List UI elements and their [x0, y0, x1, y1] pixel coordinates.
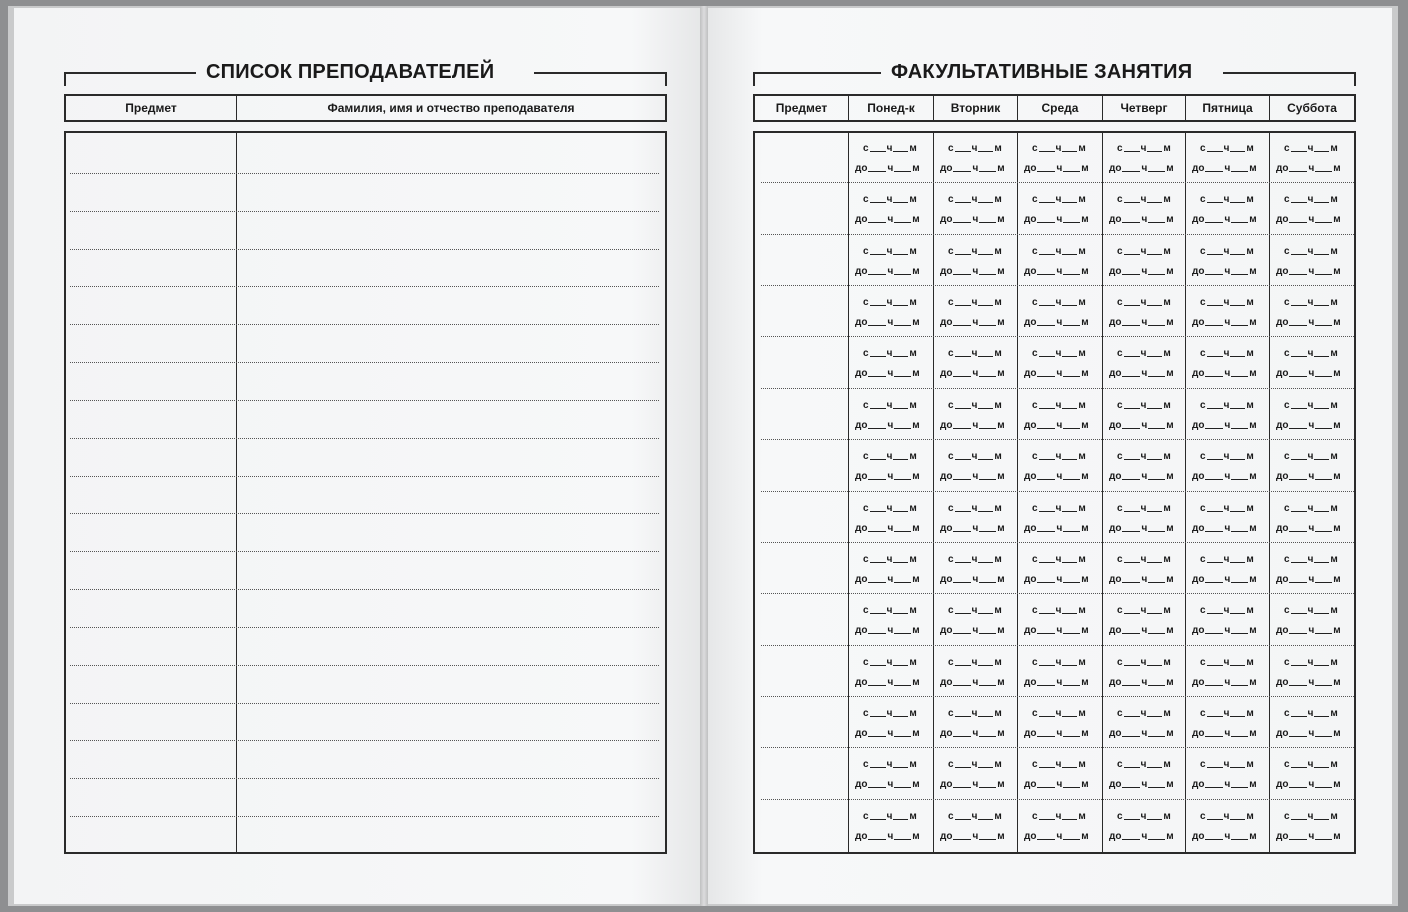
time-slot-field: до ч м [940, 625, 1005, 636]
time-slot-field: до ч м [855, 163, 920, 174]
time-slot-field: до ч м [855, 266, 920, 277]
time-slot-field: до ч м [855, 574, 920, 585]
column-header-wednesday: Среда [1018, 96, 1103, 120]
time-slot-field: до ч м [1109, 163, 1174, 174]
time-slot-field: до ч м [855, 471, 920, 482]
time-slot-field: с ч м [1200, 759, 1254, 770]
time-slot-field: до ч м [1109, 625, 1174, 636]
time-slot-field: до ч м [1024, 266, 1089, 277]
schedule-column-divider [848, 133, 849, 852]
time-slot-field: с ч м [948, 759, 1002, 770]
teacher-list-row-line [70, 400, 659, 401]
teacher-list-row-line [70, 362, 659, 363]
time-slot-field: с ч м [1117, 811, 1171, 822]
schedule-row-line [761, 645, 1354, 646]
time-slot-field: до ч м [1276, 728, 1341, 739]
time-slot-field: с ч м [1200, 246, 1254, 257]
time-slot-field: до ч м [1192, 523, 1257, 534]
time-slot-field: с ч м [1284, 246, 1338, 257]
time-slot-field: до ч м [855, 831, 920, 842]
schedule-row-line [761, 388, 1354, 389]
teacher-list-row-line [70, 551, 659, 552]
time-slot-field: до ч м [1024, 831, 1089, 842]
time-slot-field: до ч м [1192, 677, 1257, 688]
right-page-title: ФАКУЛЬТАТИВНЫЕ ЗАНЯТИЯ [891, 61, 1193, 83]
time-slot-field: до ч м [1109, 266, 1174, 277]
time-slot-field: до ч м [1276, 420, 1341, 431]
time-slot-field: с ч м [1032, 400, 1086, 411]
time-slot-field: до ч м [1192, 779, 1257, 790]
teacher-list-row-line [70, 589, 659, 590]
time-slot-field: до ч м [1276, 214, 1341, 225]
time-slot-field: до ч м [1276, 266, 1341, 277]
column-header-teacher-name: Фамилия, имя и отчество преподавателя [327, 101, 575, 115]
time-slot-field: до ч м [940, 163, 1005, 174]
time-slot-field: до ч м [1109, 214, 1174, 225]
time-slot-field: до ч м [940, 317, 1005, 328]
time-slot-field: с ч м [1032, 708, 1086, 719]
teacher-list-row-line [70, 740, 659, 741]
time-slot-field: до ч м [1109, 471, 1174, 482]
schedule-column-divider [1185, 133, 1186, 852]
time-slot-field: до ч м [1276, 368, 1341, 379]
time-slot-field: до ч м [1192, 214, 1257, 225]
time-slot-field: до ч м [855, 677, 920, 688]
time-slot-field: с ч м [1117, 554, 1171, 565]
time-slot-field: до ч м [1109, 523, 1174, 534]
time-slot-field: до ч м [940, 677, 1005, 688]
schedule-row-line [761, 182, 1354, 183]
time-slot-field: с ч м [863, 451, 917, 462]
schedule-row-line [761, 696, 1354, 697]
time-slot-field: с ч м [863, 759, 917, 770]
time-slot-field: до ч м [1024, 728, 1089, 739]
time-slot-field: до ч м [1192, 625, 1257, 636]
teacher-list-row-line [70, 438, 659, 439]
left-header-row [64, 94, 667, 122]
time-slot-field: до ч м [1192, 317, 1257, 328]
time-slot-field: с ч м [1032, 503, 1086, 514]
time-slot-field: с ч м [948, 605, 1002, 616]
time-slot-field: с ч м [863, 246, 917, 257]
time-slot-field: с ч м [1200, 348, 1254, 359]
time-slot-field: с ч м [1200, 143, 1254, 154]
teacher-list-table [64, 131, 667, 854]
time-slot-field: до ч м [1192, 163, 1257, 174]
time-slot-field: с ч м [1284, 657, 1338, 668]
time-slot-field: до ч м [1192, 471, 1257, 482]
time-slot-field: с ч м [948, 297, 1002, 308]
schedule-row-line [761, 491, 1354, 492]
time-slot-field: до ч м [1276, 677, 1341, 688]
time-slot-field: с ч м [948, 657, 1002, 668]
time-slot-field: с ч м [863, 297, 917, 308]
time-slot-field: до ч м [940, 214, 1005, 225]
time-slot-field: с ч м [1117, 348, 1171, 359]
time-slot-field: с ч м [1032, 759, 1086, 770]
teacher-list-row-line [70, 513, 659, 514]
time-slot-field: до ч м [855, 317, 920, 328]
time-slot-field: с ч м [1032, 348, 1086, 359]
time-slot-field: с ч м [948, 143, 1002, 154]
time-slot-field: с ч м [1284, 554, 1338, 565]
time-slot-field: до ч м [1024, 214, 1089, 225]
time-slot-field: с ч м [863, 811, 917, 822]
time-slot-field: до ч м [1276, 831, 1341, 842]
time-slot-field: с ч м [863, 348, 917, 359]
schedule-column-divider [1017, 133, 1018, 852]
time-slot-field: с ч м [1284, 194, 1338, 205]
column-header-subject: Предмет [755, 96, 849, 120]
time-slot-field: с ч м [863, 194, 917, 205]
time-slot-field: до ч м [940, 420, 1005, 431]
schedule-row-line [761, 542, 1354, 543]
schedule-row-line [761, 439, 1354, 440]
time-slot-field: с ч м [1200, 451, 1254, 462]
time-slot-field: с ч м [1200, 503, 1254, 514]
time-slot-field: до ч м [940, 728, 1005, 739]
time-slot-field: до ч м [940, 368, 1005, 379]
time-slot-field: с ч м [1032, 194, 1086, 205]
time-slot-field: до ч м [855, 420, 920, 431]
schedule-column-divider [1102, 133, 1103, 852]
time-slot-field: до ч м [1024, 574, 1089, 585]
time-slot-field: с ч м [1284, 451, 1338, 462]
time-slot-field: до ч м [1109, 574, 1174, 585]
column-header-friday: Пятница [1186, 96, 1270, 120]
teacher-list-row-line [70, 249, 659, 250]
time-slot-field: с ч м [863, 400, 917, 411]
time-slot-field: до ч м [940, 471, 1005, 482]
column-header-saturday: Суббота [1287, 101, 1337, 115]
time-slot-field: с ч м [1284, 348, 1338, 359]
time-slot-field: до ч м [940, 266, 1005, 277]
time-slot-field: до ч м [1276, 779, 1341, 790]
time-slot-field: с ч м [1200, 605, 1254, 616]
time-slot-field: до ч м [1109, 368, 1174, 379]
time-slot-field: с ч м [1200, 708, 1254, 719]
time-slot-field: с ч м [1200, 811, 1254, 822]
time-slot-field: с ч м [948, 708, 1002, 719]
time-slot-field: с ч м [1200, 657, 1254, 668]
time-slot-field: с ч м [948, 348, 1002, 359]
time-slot-field: с ч м [1117, 708, 1171, 719]
teacher-list-row-line [70, 816, 659, 817]
time-slot-field: с ч м [1200, 400, 1254, 411]
time-slot-field: с ч м [1032, 605, 1086, 616]
schedule-column-divider [1269, 133, 1270, 852]
time-slot-field: до ч м [1109, 831, 1174, 842]
time-slot-field: с ч м [1032, 657, 1086, 668]
column-header-subject: Предмет [66, 96, 237, 120]
time-slot-field: с ч м [948, 194, 1002, 205]
time-slot-field: до ч м [1276, 523, 1341, 534]
teacher-list-row-line [70, 476, 659, 477]
time-slot-field: с ч м [1117, 451, 1171, 462]
teacher-list-row-line [70, 324, 659, 325]
time-slot-field: до ч м [1109, 779, 1174, 790]
teacher-list-row-line [70, 703, 659, 704]
time-slot-field: с ч м [1117, 297, 1171, 308]
time-slot-field: с ч м [1117, 400, 1171, 411]
time-slot-field: до ч м [855, 523, 920, 534]
column-header-thursday: Четверг [1103, 96, 1186, 120]
time-slot-field: до ч м [1024, 317, 1089, 328]
time-slot-field: с ч м [863, 657, 917, 668]
time-slot-field: до ч м [1276, 574, 1341, 585]
column-header-monday: Понед-к [849, 96, 934, 120]
schedule-row-line [761, 285, 1354, 286]
time-slot-field: с ч м [1032, 143, 1086, 154]
time-slot-field: до ч м [1109, 420, 1174, 431]
schedule-row-line [761, 593, 1354, 594]
time-slot-field: с ч м [948, 503, 1002, 514]
teacher-list-row-line [70, 665, 659, 666]
time-slot-field: до ч м [1109, 677, 1174, 688]
time-slot-field: с ч м [1032, 246, 1086, 257]
time-slot-field: с ч м [1284, 759, 1338, 770]
right-header-row [753, 94, 1356, 122]
schedule-row-line [761, 799, 1354, 800]
time-slot-field: до ч м [940, 831, 1005, 842]
time-slot-field: с ч м [1284, 708, 1338, 719]
time-slot-field: с ч м [1032, 811, 1086, 822]
time-slot-field: с ч м [1117, 657, 1171, 668]
time-slot-field: до ч м [855, 625, 920, 636]
time-slot-field: до ч м [1276, 471, 1341, 482]
time-slot-field: до ч м [1109, 728, 1174, 739]
time-slot-field: до ч м [1276, 625, 1341, 636]
right-title-bar [753, 60, 1356, 84]
left-title-bar [64, 60, 667, 84]
time-slot-field: с ч м [1032, 451, 1086, 462]
schedule-column-divider [933, 133, 934, 852]
time-slot-field: с ч м [1032, 554, 1086, 565]
time-slot-field: до ч м [940, 574, 1005, 585]
time-slot-field: с ч м [863, 605, 917, 616]
time-slot-field: с ч м [948, 400, 1002, 411]
time-slot-field: с ч м [948, 451, 1002, 462]
time-slot-field: с ч м [1284, 605, 1338, 616]
time-slot-field: до ч м [1192, 831, 1257, 842]
time-slot-field: до ч м [1024, 625, 1089, 636]
time-slot-field: с ч м [1117, 605, 1171, 616]
time-slot-field: с ч м [948, 554, 1002, 565]
time-slot-field: до ч м [1192, 574, 1257, 585]
time-slot-field: до ч м [1024, 779, 1089, 790]
time-slot-field: с ч м [863, 708, 917, 719]
time-slot-field: до ч м [855, 368, 920, 379]
time-slot-field: до ч м [1192, 420, 1257, 431]
time-slot-field: до ч м [1024, 163, 1089, 174]
time-slot-field: до ч м [855, 214, 920, 225]
time-slot-field: с ч м [1200, 297, 1254, 308]
time-slot-field: до ч м [855, 779, 920, 790]
time-slot-field: с ч м [1200, 554, 1254, 565]
time-slot-field: до ч м [940, 779, 1005, 790]
time-slot-field: с ч м [863, 554, 917, 565]
time-slot-field: до ч м [1276, 163, 1341, 174]
time-slot-field: до ч м [1024, 471, 1089, 482]
time-slot-field: с ч м [863, 503, 917, 514]
schedule-row-line [761, 747, 1354, 748]
time-slot-field: с ч м [1284, 503, 1338, 514]
time-slot-field: с ч м [1284, 811, 1338, 822]
time-slot-field: до ч м [1276, 317, 1341, 328]
time-slot-field: до ч м [1024, 677, 1089, 688]
notebook-spine [700, 6, 708, 906]
teacher-list-divider [236, 133, 237, 852]
column-header-tuesday: Вторник [934, 96, 1018, 120]
left-page-title: СПИСОК ПРЕПОДАВАТЕЛЕЙ [206, 61, 495, 83]
time-slot-field: до ч м [940, 523, 1005, 534]
time-slot-field: до ч м [1192, 728, 1257, 739]
time-slot-field: с ч м [1117, 503, 1171, 514]
time-slot-field: с ч м [1117, 143, 1171, 154]
time-slot-field: с ч м [1032, 297, 1086, 308]
time-slot-field: с ч м [948, 811, 1002, 822]
time-slot-field: с ч м [1117, 246, 1171, 257]
time-slot-field: до ч м [1024, 420, 1089, 431]
time-slot-field: с ч м [1284, 297, 1338, 308]
time-slot-field: с ч м [863, 143, 917, 154]
teacher-list-row-line [70, 778, 659, 779]
teacher-list-row-line [70, 627, 659, 628]
time-slot-field: до ч м [1192, 266, 1257, 277]
time-slot-field: с ч м [948, 246, 1002, 257]
schedule-row-line [761, 234, 1354, 235]
elective-schedule-table [753, 131, 1356, 854]
time-slot-field: до ч м [855, 728, 920, 739]
time-slot-field: до ч м [1109, 317, 1174, 328]
schedule-row-line [761, 336, 1354, 337]
time-slot-field: с ч м [1284, 400, 1338, 411]
teacher-list-row-line [70, 286, 659, 287]
time-slot-field: до ч м [1192, 368, 1257, 379]
time-slot-field: с ч м [1117, 759, 1171, 770]
time-slot-field: до ч м [1024, 368, 1089, 379]
teacher-list-row-line [70, 211, 659, 212]
time-slot-field: с ч м [1117, 194, 1171, 205]
time-slot-field: с ч м [1284, 143, 1338, 154]
teacher-list-row-line [70, 173, 659, 174]
time-slot-field: до ч м [1024, 523, 1089, 534]
time-slot-field: с ч м [1200, 194, 1254, 205]
